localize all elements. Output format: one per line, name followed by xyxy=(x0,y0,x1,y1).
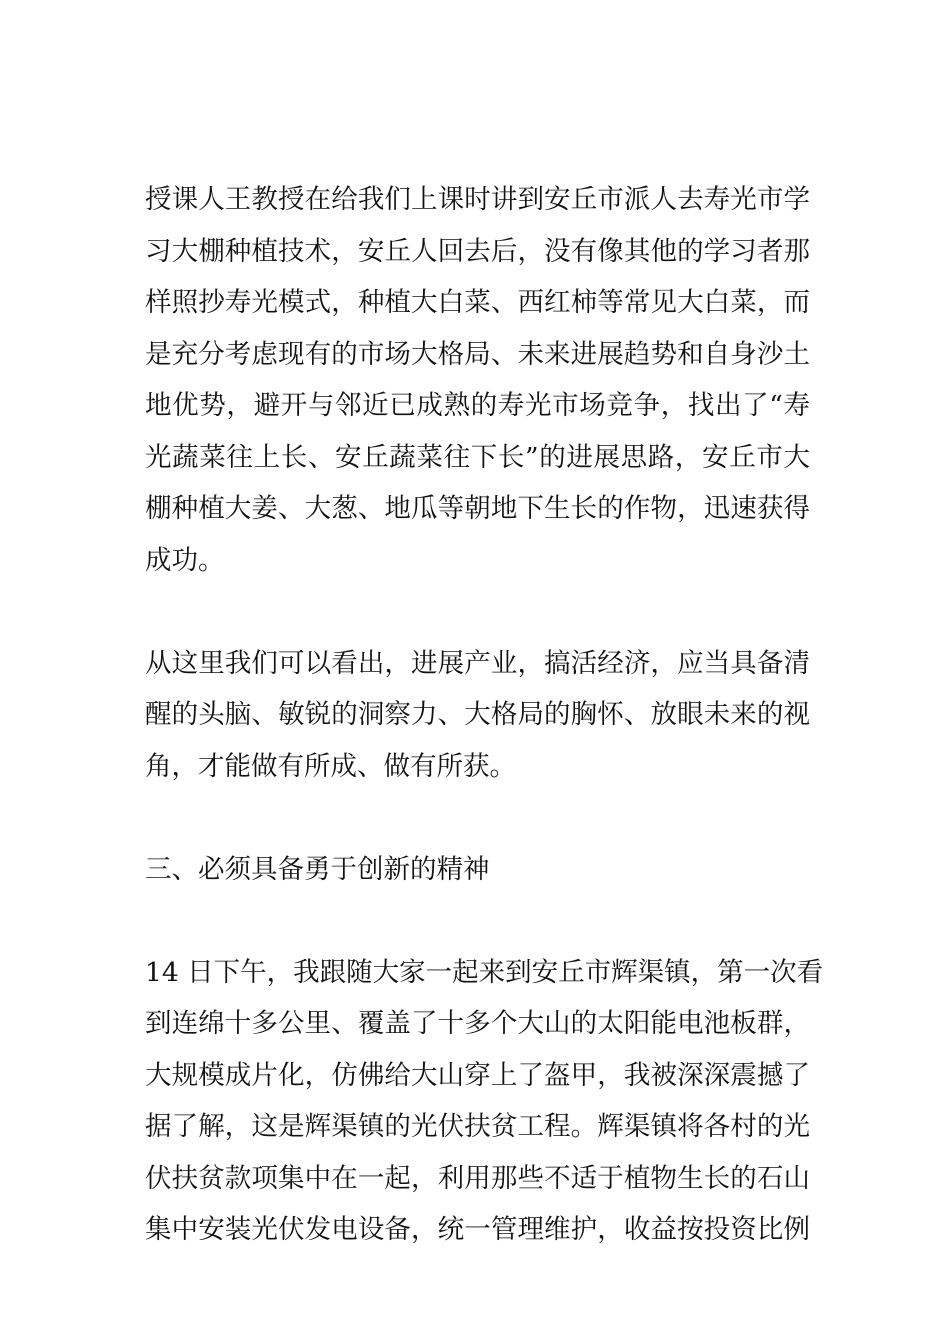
paragraph-anqiu-vegetables xyxy=(145,174,810,586)
text-line: 角，才能做有所成、做有所获。 xyxy=(145,750,516,782)
text-line: 是充分考虑现有的市场大格局、未来进展趋势和自身沙土 xyxy=(145,338,810,370)
text-line: 14 日下午，我跟随大家一起来到安丘市辉渠镇，第一次看 xyxy=(145,956,824,988)
text-line: 授课人王教授在给我们上课时讲到安丘市派人去寿光市学 xyxy=(145,184,810,215)
section-heading-text: 三、必须具备勇于创新的精神 xyxy=(145,853,490,885)
text-line: 地优势，避开与邻近已成熟的寿光市场竞争，找出了“寿 xyxy=(145,390,810,421)
paragraph-huiqu-solar xyxy=(145,947,824,1256)
text-line: 到连绵十多公里、覆盖了十多个大山的太阳能电池板群， xyxy=(145,1008,810,1039)
text-line: 伏扶贫款项集中在一起，利用那些不适于植物生长的石山 xyxy=(145,1162,810,1194)
text-line: 据了解，这是辉渠镇的光伏扶贫工程。辉渠镇将各村的光 xyxy=(145,1111,810,1142)
text-line: 成功。 xyxy=(145,544,225,576)
text-line: 光蔬菜往上长、安丘蔬菜往下长”的进展思路，安丘市大 xyxy=(145,441,810,473)
text-line: 大规模成片化，仿佛给大山穿上了盔甲，我被深深震撼了 xyxy=(145,1059,810,1091)
text-line: 集中安装光伏发电设备，统一管理维护，收益按投资比例 xyxy=(145,1214,810,1245)
text-line: 习大棚种植技术，安丘人回去后，没有像其他的学习者那 xyxy=(145,235,810,267)
text-line: 样照抄寿光模式，种植大白菜、西红柿等常见大白菜，而 xyxy=(145,287,810,318)
text-line: 棚种植大姜、大葱、地瓜等朝地下生长的作物，迅速获得 xyxy=(145,493,810,524)
text-line: 从这里我们可以看出，进展产业，搞活经济，应当具备清 xyxy=(145,647,810,679)
document-body xyxy=(145,174,824,1307)
text-line: 醒的头脑、敏锐的洞察力、大格局的胸怀、放眼未来的视 xyxy=(145,699,810,730)
section-heading xyxy=(145,844,810,896)
paragraph-conclusion xyxy=(145,638,810,793)
